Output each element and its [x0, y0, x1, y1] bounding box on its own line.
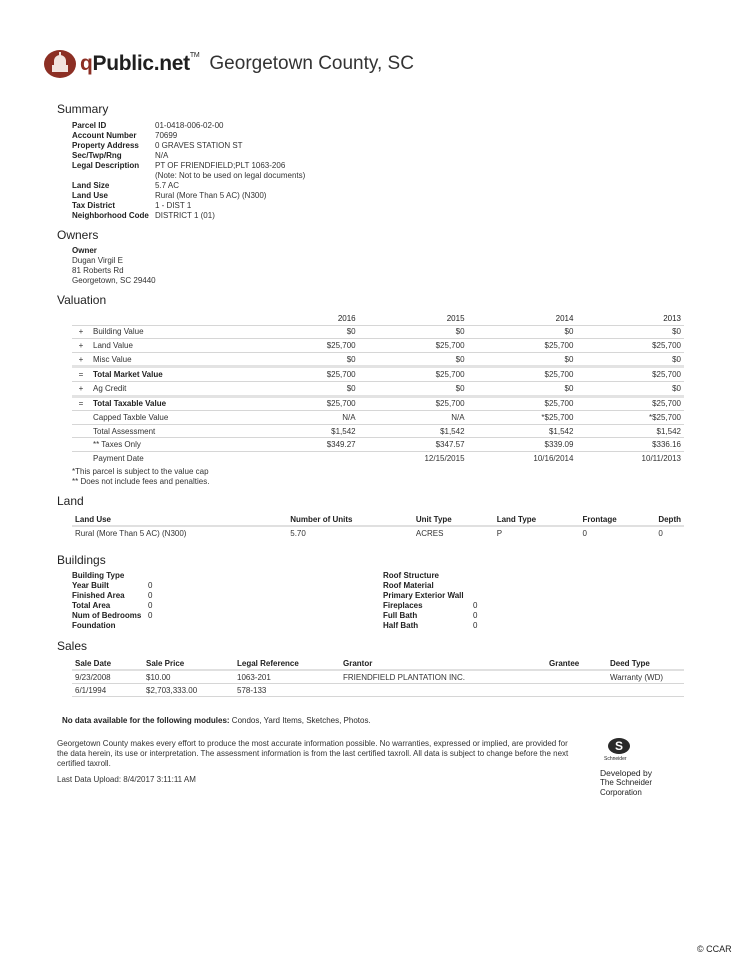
row-operator: + [72, 352, 90, 367]
value-cell: $336.16 [576, 438, 684, 452]
value-cell: $25,700 [359, 367, 468, 382]
row-operator [72, 424, 90, 438]
value-cell: $25,700 [276, 367, 359, 382]
value-cell: 12/15/2015 [359, 451, 468, 464]
attribute-value: 0 [473, 621, 478, 630]
attribute-label: Num of Bedrooms [72, 611, 142, 620]
year-header: 2015 [446, 313, 465, 323]
building-attribute [72, 571, 152, 581]
summary-value: 5.7 AC [155, 181, 180, 190]
attribute-value: 0 [148, 601, 153, 610]
attribute-label: Roof Material [383, 581, 434, 590]
footnote-value-cap: *This parcel is subject to the value cap [72, 467, 209, 476]
value-cell: $0 [576, 352, 684, 367]
courthouse-dome-icon [44, 50, 76, 78]
developed-by-label: Developed by [600, 768, 652, 778]
column-header: Sale Date [72, 657, 143, 670]
value-cell: $0 [276, 325, 359, 339]
column-header: Grantee [546, 657, 607, 670]
last-data-upload: Last Data Upload: 8/4/2017 3:11:11 AM [57, 775, 196, 784]
valuation-row [72, 352, 684, 367]
value-cell: $349.27 [276, 438, 359, 452]
value-cell: $347.57 [359, 438, 468, 452]
column-header: Deed Type [607, 657, 684, 670]
attribute-label: Primary Exterior Wall [383, 591, 464, 600]
value-cell: $25,700 [576, 367, 684, 382]
table-cell: FRIENDFIELD PLANTATION INC. [340, 670, 546, 684]
building-attribute [383, 611, 477, 621]
attribute-value: 0 [148, 591, 153, 600]
table-cell: Rural (More Than 5 AC) (N300) [75, 528, 187, 538]
value-cell: $25,700 [276, 396, 359, 411]
table-cell: 6/1/1994 [72, 684, 143, 697]
table-cell: $10.00 [143, 670, 234, 684]
value-cell: $0 [576, 381, 684, 396]
value-cell: $25,700 [468, 339, 577, 353]
value-cell: $0 [576, 325, 684, 339]
value-cell: $1,542 [468, 424, 577, 438]
summary-row [72, 151, 305, 161]
summary-row [72, 181, 305, 191]
sales-table [72, 657, 684, 697]
value-cell: N/A [276, 411, 359, 425]
summary-value: PT OF FRIENDFIELD;PLT 1063-206 [155, 161, 286, 170]
row-operator [72, 438, 90, 452]
footnote-fees: ** Does not include fees and penalties. [72, 477, 210, 486]
value-cell: $25,700 [576, 396, 684, 411]
year-header: 2016 [337, 313, 356, 323]
table-cell: 9/23/2008 [72, 670, 143, 684]
table-cell: P [496, 528, 503, 538]
attribute-label: Year Built [72, 581, 109, 590]
summary-row [72, 201, 305, 211]
value-cell [276, 451, 359, 464]
attribute-label: Half Bath [383, 621, 419, 630]
table-cell: Warranty (WD) [607, 670, 684, 684]
column-header: Frontage [579, 513, 655, 526]
summary-value: DISTRICT 1 (01) [155, 211, 215, 220]
table-cell [340, 684, 546, 697]
column-header: Sale Price [143, 657, 234, 670]
summary-row [72, 171, 305, 181]
value-cell: $25,700 [359, 396, 468, 411]
attribute-value: 0 [148, 611, 153, 620]
table-cell: 0 [582, 528, 587, 538]
site-header [44, 50, 414, 78]
row-operator [72, 451, 90, 464]
valuation-header-row [72, 312, 684, 325]
valuation-row [72, 451, 684, 464]
summary-label: Legal Description [72, 161, 140, 170]
copyright-watermark: © CCAR [697, 944, 732, 954]
value-cell: $1,542 [276, 424, 359, 438]
building-attribute [72, 581, 152, 591]
table-cell [546, 684, 607, 697]
valuation-row [72, 424, 684, 438]
summary-label: Tax District [72, 201, 115, 210]
building-attribute [72, 621, 152, 631]
summary-label: Neighborhood Code [72, 211, 149, 220]
attribute-label: Foundation [72, 621, 116, 630]
owner-name: Dugan Virgil E [72, 256, 123, 265]
summary-value: 01-0418-006-02-00 [155, 121, 224, 130]
value-cell: $25,700 [576, 339, 684, 353]
row-label: Total Assessment [90, 424, 276, 438]
column-header: Land Type [494, 513, 580, 526]
value-cell: $0 [468, 325, 577, 339]
building-attribute [72, 591, 152, 601]
year-header: 2014 [555, 313, 574, 323]
value-cell: *$25,700 [468, 411, 577, 425]
summary-label: Sec/Twp/Rng [72, 151, 122, 160]
table-cell [546, 670, 607, 684]
attribute-label: Roof Structure [383, 571, 439, 580]
row-operator: = [72, 396, 90, 411]
row-operator: + [72, 381, 90, 396]
valuation-row [72, 339, 684, 353]
summary-label: Parcel ID [72, 121, 107, 130]
table-cell: 0 [658, 528, 663, 538]
value-cell: $25,700 [468, 367, 577, 382]
land-heading: Land [57, 494, 84, 508]
value-cell: $25,700 [468, 396, 577, 411]
table-cell: 5.70 [290, 528, 306, 538]
table-row [72, 684, 684, 697]
attribute-label: Finished Area [72, 591, 125, 600]
summary-value: Rural (More Than 5 AC) (N300) [155, 191, 267, 200]
building-attribute [383, 571, 477, 581]
summary-row [72, 141, 305, 151]
summary-value: 0 GRAVES STATION ST [155, 141, 243, 150]
summary-value: 1 - DIST 1 [155, 201, 192, 210]
row-label: Capped Taxble Value [90, 411, 276, 425]
owner-address-line2: Georgetown, SC 29440 [72, 276, 156, 285]
table-row [72, 670, 684, 684]
buildings-heading: Buildings [57, 553, 106, 567]
summary-heading: Summary [57, 102, 109, 116]
building-attribute [72, 601, 152, 611]
row-operator: = [72, 367, 90, 382]
summary-value: N/A [155, 151, 169, 160]
summary-row [72, 211, 305, 221]
summary-list [72, 121, 305, 221]
attribute-value: 0 [148, 581, 153, 590]
value-cell: $0 [359, 381, 468, 396]
valuation-row [72, 438, 684, 452]
row-operator [72, 411, 90, 425]
valuation-row [72, 325, 684, 339]
value-cell: $0 [468, 352, 577, 367]
attribute-value: 0 [473, 601, 478, 610]
sales-heading: Sales [57, 639, 88, 653]
schneider-logo-icon: S [608, 738, 630, 754]
disclaimer-text: Georgetown County makes every effort to produce the most accurate information possible. No warranties, expressed or implied, are provided for the data herein, its use or interpretation. The assessment information is from the last certified taxroll. All data is subject to change before the next certified taxroll. [57, 739, 569, 768]
value-cell: $1,542 [576, 424, 684, 438]
company-name-line2: Corporation [600, 788, 642, 797]
attribute-label: Total Area [72, 601, 111, 610]
table-cell: 578-133 [234, 684, 340, 697]
company-name-line1: The Schneider [600, 778, 653, 787]
building-attribute [383, 621, 477, 631]
buildings-right-list [383, 571, 477, 631]
attribute-label: Building Type [72, 571, 125, 580]
year-header: 2013 [663, 313, 681, 323]
schneider-credit[interactable]: S Schneider Developed by The Schneider Corporation [600, 738, 670, 798]
value-cell: *$25,700 [576, 411, 684, 425]
table-cell [607, 684, 684, 697]
qpublic-logo[interactable]: qPublic.net™ [80, 52, 200, 75]
row-label: Ag Credit [90, 381, 276, 396]
column-header: Land Use [72, 513, 287, 526]
valuation-row [72, 396, 684, 411]
building-attribute [383, 601, 477, 611]
value-cell: $0 [276, 352, 359, 367]
value-cell: $0 [276, 381, 359, 396]
value-cell: $25,700 [359, 339, 468, 353]
valuation-row [72, 411, 684, 425]
building-attribute [383, 591, 477, 601]
county-title: Georgetown County, SC [209, 53, 414, 74]
row-label: ** Taxes Only [90, 438, 276, 452]
valuation-table [72, 312, 684, 465]
attribute-value: 0 [473, 611, 478, 620]
summary-label: Property Address [72, 141, 139, 150]
table-cell: $2,703,333.00 [143, 684, 234, 697]
value-cell: $0 [359, 352, 468, 367]
row-label: Misc Value [90, 352, 276, 367]
row-label: Land Value [90, 339, 276, 353]
summary-row [72, 131, 305, 141]
summary-label: Land Use [72, 191, 109, 200]
value-cell: N/A [359, 411, 468, 425]
land-table [72, 513, 684, 539]
attribute-label: Full Bath [383, 611, 418, 620]
row-label: Building Value [90, 325, 276, 339]
building-attribute [72, 611, 152, 621]
owners-heading: Owners [57, 228, 99, 242]
value-cell: 10/16/2014 [468, 451, 577, 464]
summary-value: 70699 [155, 131, 178, 140]
column-header: Unit Type [413, 513, 494, 526]
table-row [72, 526, 684, 539]
table-cell: ACRES [415, 528, 444, 538]
row-label: Total Taxable Value [90, 396, 276, 411]
row-label: Payment Date [90, 451, 276, 464]
value-cell: $1,542 [359, 424, 468, 438]
summary-row [72, 161, 305, 171]
owner-address-line1: 81 Roberts Rd [72, 266, 124, 275]
table-cell: 1063-201 [234, 670, 340, 684]
valuation-row [72, 381, 684, 396]
valuation-heading: Valuation [57, 293, 107, 307]
summary-label: Land Size [72, 181, 110, 190]
summary-row [72, 121, 305, 131]
value-cell: $25,700 [276, 339, 359, 353]
row-label: Total Market Value [90, 367, 276, 382]
summary-label: Account Number [72, 131, 137, 140]
no-data-notice: No data available for the following modules: Condos, Yard Items, Sketches, Photos. [62, 716, 371, 725]
row-operator: + [72, 325, 90, 339]
value-cell: $0 [359, 325, 468, 339]
owner-block [72, 246, 156, 286]
summary-row [72, 191, 305, 201]
column-header: Number of Units [287, 513, 413, 526]
column-header: Depth [655, 513, 684, 526]
row-operator: + [72, 339, 90, 353]
valuation-row [72, 367, 684, 382]
value-cell: $339.09 [468, 438, 577, 452]
building-attribute [383, 581, 477, 591]
value-cell: 10/11/2013 [576, 451, 684, 464]
owner-label: Owner [72, 246, 97, 255]
value-cell: $0 [468, 381, 577, 396]
valuation-footnotes [72, 467, 209, 487]
column-header: Grantor [340, 657, 546, 670]
summary-label [72, 171, 155, 181]
column-header: Legal Reference [234, 657, 340, 670]
summary-value: (Note: Not to be used on legal documents) [155, 171, 306, 180]
attribute-label: Fireplaces [383, 601, 423, 610]
buildings-left-list [72, 571, 152, 631]
